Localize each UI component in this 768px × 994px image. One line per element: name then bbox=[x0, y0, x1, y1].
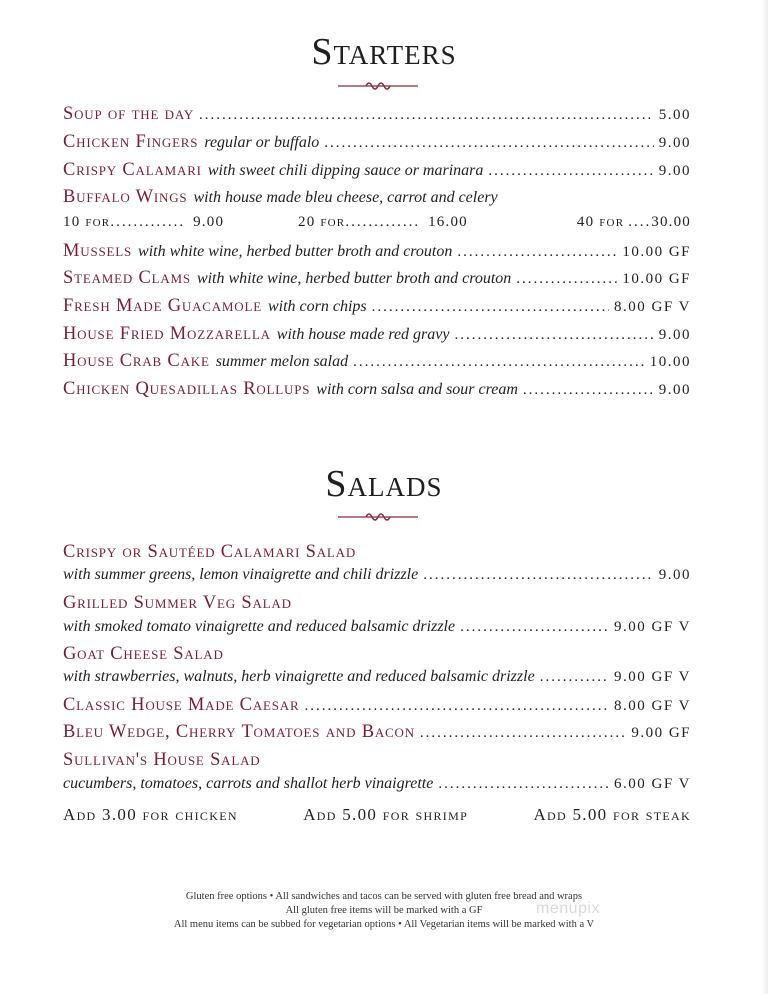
price-tier bbox=[548, 214, 691, 231]
item-description: with summer greens, lemon vinaigrette and chili drizzle bbox=[63, 566, 419, 583]
item-description: with house made bleu cheese, carrot and celery bbox=[193, 189, 498, 206]
addon-shrimp: Add 5.00 for shrimp bbox=[303, 805, 469, 824]
item-price: 9.00 bbox=[658, 567, 691, 583]
menu-item bbox=[63, 722, 691, 748]
item-name: Chicken Fingers bbox=[63, 132, 199, 152]
menu-item-detail bbox=[63, 775, 691, 801]
tier-label: 20 for bbox=[298, 214, 346, 230]
price-tier bbox=[63, 214, 298, 231]
dot-leader bbox=[438, 776, 609, 793]
tier-price: 30.00 bbox=[651, 214, 691, 230]
menu-item bbox=[63, 379, 691, 405]
dot-leader bbox=[199, 107, 654, 124]
menu-item bbox=[63, 593, 691, 619]
item-name: House Crab Cake bbox=[63, 351, 210, 371]
item-price: 10.00 GF bbox=[622, 244, 691, 260]
menu-item-detail bbox=[63, 668, 691, 694]
item-description: with strawberries, walnuts, herb vinaigrette and reduced balsamic drizzle bbox=[63, 668, 535, 685]
item-name: Goat Cheese Salad bbox=[63, 644, 224, 664]
dot-leader: ............. bbox=[345, 214, 421, 230]
dot-leader bbox=[454, 327, 653, 344]
item-description: with corn salsa and sour cream bbox=[316, 381, 518, 398]
item-name: Grilled Summer Veg Salad bbox=[63, 593, 292, 613]
menu-item bbox=[63, 132, 691, 158]
menu-item-detail bbox=[63, 618, 691, 644]
dot-leader bbox=[457, 244, 617, 261]
menu-item bbox=[63, 241, 691, 267]
salads-title: Salads bbox=[325, 463, 443, 505]
item-price: 9.00 GF bbox=[631, 725, 691, 741]
item-description: regular or buffalo bbox=[204, 134, 320, 151]
item-name: Bleu Wedge, Cherry Tomatoes and Bacon bbox=[63, 722, 415, 742]
item-price: 10.00 bbox=[649, 354, 691, 370]
item-price: 5.00 bbox=[658, 107, 691, 123]
dot-leader bbox=[423, 567, 654, 584]
dot-leader bbox=[488, 163, 653, 180]
menu-item bbox=[63, 268, 691, 294]
footer-line: Gluten free options • All sandwiches and tacos can be served with gluten free bread and wraps bbox=[185, 891, 583, 902]
item-name: Steamed Clams bbox=[63, 268, 191, 288]
dot-leader bbox=[353, 354, 645, 371]
item-price: 9.00 GF V bbox=[614, 619, 691, 635]
price-tier bbox=[298, 214, 548, 231]
addon-steak: Add 5.00 for steak bbox=[533, 805, 691, 824]
dot-leader: ............. bbox=[110, 214, 186, 230]
menu-item bbox=[63, 750, 691, 776]
dot-leader bbox=[540, 669, 609, 686]
item-name: Crispy or Sautéed Calamari Salad bbox=[63, 542, 357, 562]
item-price: 9.00 bbox=[658, 382, 691, 398]
menu-item bbox=[63, 324, 691, 350]
dot-leader bbox=[523, 382, 654, 399]
menu-item bbox=[63, 104, 691, 130]
starters-flourish-icon bbox=[338, 79, 418, 93]
tier-price: 9.00 bbox=[193, 214, 225, 230]
starters-title: Starters bbox=[311, 31, 457, 73]
dot-leader bbox=[420, 725, 626, 742]
item-price: 9.00 GF V bbox=[614, 669, 691, 685]
item-price: 8.00 GF V bbox=[614, 299, 691, 315]
salad-addons bbox=[63, 805, 691, 829]
item-name: Crispy Calamari bbox=[63, 160, 202, 180]
addon-chicken: Add 3.00 for chicken bbox=[63, 805, 238, 824]
dietary-notes bbox=[0, 890, 768, 932]
dot-leader bbox=[304, 698, 609, 715]
menu-item bbox=[63, 644, 691, 670]
item-name: Mussels bbox=[63, 241, 133, 261]
dot-leader: .... bbox=[628, 214, 652, 230]
watermark: menupix bbox=[536, 900, 600, 917]
dot-leader bbox=[516, 271, 617, 288]
item-name: Chicken Quesadillas Rollups bbox=[63, 379, 311, 399]
item-price: 6.00 GF V bbox=[614, 776, 691, 792]
item-description: with house made red gravy bbox=[276, 326, 450, 343]
menu-item bbox=[63, 351, 691, 377]
item-description: with white wine, herbed butter broth and crouton bbox=[138, 243, 453, 260]
item-price: 10.00 GF bbox=[622, 271, 691, 287]
item-price: 9.00 bbox=[658, 135, 691, 151]
footer-line: All gluten free items will be marked with a GF bbox=[285, 905, 483, 916]
item-description: with sweet chili dipping sauce or marinara bbox=[207, 162, 484, 179]
menu-item bbox=[63, 160, 691, 186]
item-price: 8.00 GF V bbox=[614, 698, 691, 714]
dot-leader bbox=[324, 135, 653, 152]
tier-price: 16.00 bbox=[428, 214, 468, 230]
tier-label: 40 for bbox=[576, 214, 625, 230]
item-price: 9.00 bbox=[658, 163, 691, 179]
item-name: Buffalo Wings bbox=[63, 187, 188, 207]
dot-leader bbox=[372, 299, 609, 316]
item-description: summer melon salad bbox=[215, 353, 349, 370]
item-name: Sullivan's House Salad bbox=[63, 750, 261, 770]
salads-flourish-icon bbox=[338, 510, 418, 524]
dot-leader bbox=[460, 619, 609, 636]
footer-line: All menu items can be subbed for vegetarian options • All Vegetarian items will be marked with a V bbox=[173, 919, 595, 930]
item-name: Classic House Made Caesar bbox=[63, 695, 300, 715]
item-description: with corn chips bbox=[267, 298, 367, 315]
menu-item bbox=[63, 296, 691, 322]
wing-price-tiers bbox=[63, 214, 691, 238]
item-name: Soup of the day bbox=[63, 104, 195, 124]
menu-item bbox=[63, 542, 691, 568]
menu-item bbox=[63, 187, 691, 213]
item-price: 9.00 bbox=[658, 327, 691, 343]
item-description: cucumbers, tomatoes, carrots and shallot herb vinaigrette bbox=[63, 775, 434, 792]
menu-item bbox=[63, 695, 691, 721]
item-name: House Fried Mozzarella bbox=[63, 324, 271, 344]
menu-item-detail bbox=[63, 566, 691, 592]
item-name: Fresh Made Guacamole bbox=[63, 296, 262, 316]
tier-label: 10 for bbox=[63, 214, 111, 230]
item-description: with smoked tomato vinaigrette and reduced balsamic drizzle bbox=[63, 618, 456, 635]
item-description: with white wine, herbed butter broth and crouton bbox=[196, 270, 512, 287]
